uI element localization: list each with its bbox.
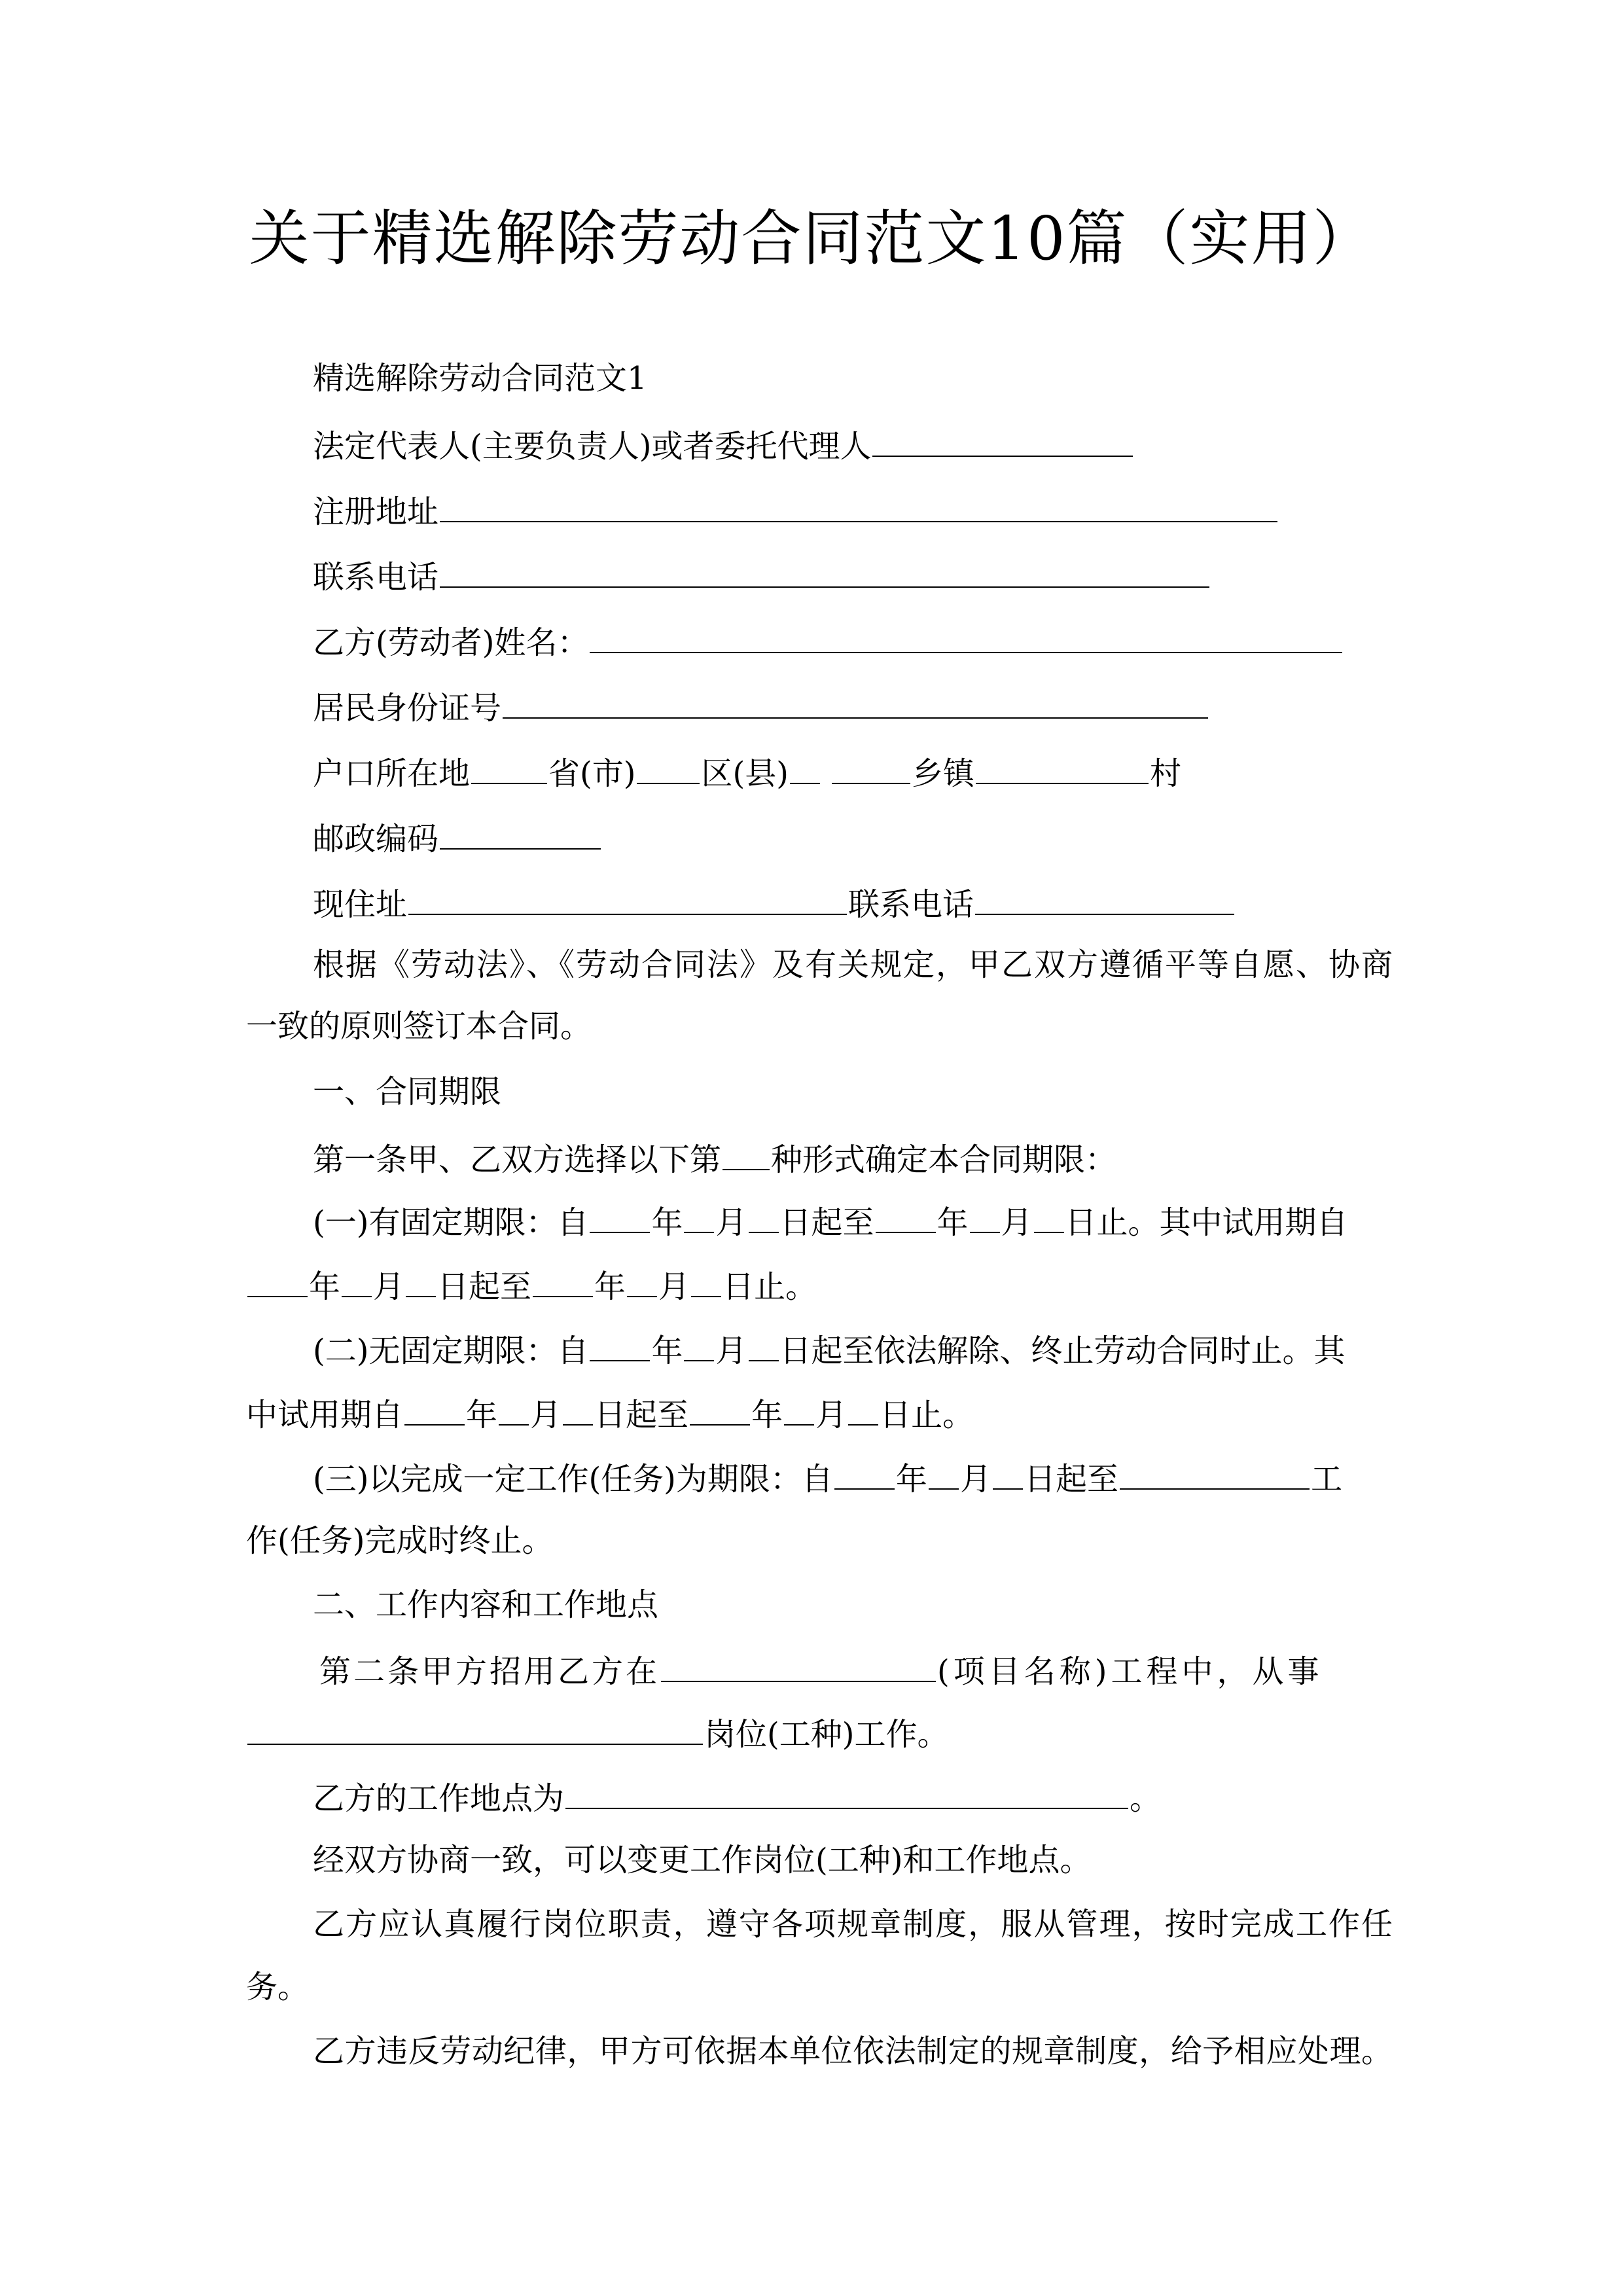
field-label: 村 bbox=[1149, 755, 1181, 792]
field-postcode bbox=[313, 816, 602, 860]
field-label: 联系电话 bbox=[848, 886, 974, 923]
open-term-line-1 bbox=[313, 1327, 1346, 1372]
section-1-title: 一、合同期限 bbox=[313, 1073, 502, 1110]
article-2-line-2 bbox=[246, 1711, 948, 1755]
date-unit: 年 bbox=[751, 1397, 783, 1433]
fixed-term-line-2 bbox=[246, 1263, 817, 1308]
date-unit: 日止。 bbox=[722, 1268, 817, 1305]
date-unit: 月 bbox=[1001, 1204, 1033, 1241]
date-unit: 月 bbox=[530, 1397, 562, 1433]
date-unit: 年 bbox=[651, 1333, 683, 1369]
field-label: 乙方(劳动者)姓名： bbox=[313, 624, 589, 661]
blank-underline bbox=[471, 750, 547, 784]
blank-underline bbox=[690, 1391, 750, 1426]
article-text: 种形式确定本合同期限： bbox=[771, 1141, 1117, 1178]
blank-underline bbox=[637, 750, 700, 784]
blank-underline bbox=[590, 619, 1342, 653]
date-unit: 月 bbox=[658, 1268, 690, 1305]
paragraph-discipline: 乙方违反劳动纪律，甲方可依据本单位依法制定的规章制度，给予相应处理。 bbox=[313, 2033, 1393, 2070]
blank-underline bbox=[503, 685, 1208, 719]
paragraph-duty-line-1: 乙方应认真履行岗位职责，遵守各项规章制度，服从管理，按时完成工作任 bbox=[313, 1906, 1393, 1943]
article-2-line-1 bbox=[319, 1648, 1323, 1693]
field-address bbox=[313, 488, 1279, 533]
blank-underline bbox=[848, 1391, 878, 1426]
blank-underline bbox=[993, 1456, 1023, 1490]
field-legal-rep bbox=[313, 423, 1134, 467]
paragraph-duty-line-2: 务。 bbox=[246, 1969, 310, 2005]
term-text: 工 bbox=[1310, 1461, 1342, 1498]
date-unit: 日起至 bbox=[779, 1204, 874, 1241]
date-unit: 日起至 bbox=[594, 1397, 689, 1433]
article-text: (项目名称)工程中，从事 bbox=[937, 1653, 1323, 1690]
workplace-label: 。 bbox=[1130, 1780, 1162, 1817]
blank-underline bbox=[832, 750, 910, 784]
blank-underline bbox=[440, 554, 1209, 588]
date-unit: 年 bbox=[309, 1268, 341, 1305]
blank-underline bbox=[749, 1327, 779, 1361]
article-text: 第一条甲、乙双方选择以下第 bbox=[313, 1141, 722, 1178]
field-label: 乡镇 bbox=[911, 755, 974, 792]
term-label: (三)以完成一定工作(任务)为期限：自 bbox=[313, 1461, 833, 1498]
blank-underline bbox=[790, 750, 820, 784]
date-unit: 年 bbox=[936, 1204, 969, 1241]
blank-underline bbox=[406, 1263, 436, 1297]
workplace-line bbox=[313, 1775, 1161, 1820]
blank-underline bbox=[975, 881, 1234, 915]
task-term-line-1 bbox=[313, 1456, 1342, 1500]
date-unit: 日起至 bbox=[1024, 1461, 1118, 1498]
blank-underline bbox=[722, 1136, 770, 1170]
date-unit: 日起至 bbox=[437, 1268, 532, 1305]
blank-underline bbox=[440, 816, 601, 850]
field-label: 省(市) bbox=[548, 755, 636, 792]
term-label: (二)无固定期限：自 bbox=[313, 1333, 589, 1369]
blank-underline bbox=[440, 488, 1277, 522]
field-id-number bbox=[313, 685, 1209, 729]
field-label: 注册地址 bbox=[313, 493, 439, 530]
date-unit: 日止。 bbox=[880, 1397, 974, 1433]
term-label: (一)有固定期限：自 bbox=[313, 1204, 589, 1241]
date-unit: 年 bbox=[594, 1268, 626, 1305]
section-heading: 精选解除劳动合同范文1 bbox=[313, 360, 647, 397]
blank-underline bbox=[627, 1263, 657, 1297]
open-term-line-2 bbox=[246, 1391, 974, 1436]
date-unit: 月 bbox=[715, 1333, 747, 1369]
field-label: 邮政编码 bbox=[313, 821, 439, 857]
document-title: 关于精选解除劳动合同范文10篇（实用） bbox=[249, 204, 1374, 274]
date-unit: 年 bbox=[466, 1397, 498, 1433]
date-unit: 月 bbox=[959, 1461, 991, 1498]
section-2-title: 二、工作内容和工作地点 bbox=[313, 1587, 659, 1623]
blank-underline bbox=[590, 1199, 650, 1233]
article-1 bbox=[313, 1136, 1116, 1181]
blank-underline bbox=[590, 1327, 650, 1361]
blank-underline bbox=[976, 750, 1149, 784]
article-text: 岗位(工种)工作。 bbox=[704, 1716, 949, 1753]
preamble-line-2: 一致的原则签订本合同。 bbox=[246, 1008, 592, 1045]
date-unit: 月 bbox=[373, 1268, 405, 1305]
date-unit: 月 bbox=[715, 1204, 747, 1241]
term-text: 日起至依法解除、终止劳动合同时止。其 bbox=[779, 1333, 1346, 1369]
blank-underline bbox=[872, 423, 1133, 457]
fixed-term-line-1 bbox=[313, 1199, 1348, 1244]
blank-underline bbox=[876, 1199, 936, 1233]
blank-underline bbox=[784, 1391, 814, 1426]
field-label: 现住址 bbox=[313, 886, 408, 923]
blank-underline bbox=[684, 1327, 714, 1361]
date-unit: 年 bbox=[651, 1204, 683, 1241]
blank-underline bbox=[1120, 1456, 1310, 1490]
blank-underline bbox=[404, 1391, 465, 1426]
blank-underline bbox=[970, 1199, 1000, 1233]
field-label: 户口所在地 bbox=[313, 755, 471, 792]
blank-underline bbox=[247, 1263, 308, 1297]
date-unit: 月 bbox=[815, 1397, 847, 1433]
blank-underline bbox=[499, 1391, 529, 1426]
blank-underline bbox=[247, 1711, 703, 1745]
preamble-line-1: 根据《劳动法》、《劳动合同法》及有关规定，甲乙双方遵循平等自愿、协商 bbox=[313, 946, 1393, 983]
field-party-b-name bbox=[313, 619, 1344, 664]
blank-underline bbox=[563, 1391, 593, 1426]
term-text: 中试用期自 bbox=[246, 1397, 404, 1433]
blank-underline bbox=[533, 1263, 593, 1297]
field-current-address bbox=[313, 881, 1236, 925]
field-label: 法定代表人(主要负责人)或者委托代理人 bbox=[313, 428, 872, 465]
field-label: 区(县) bbox=[701, 755, 789, 792]
field-phone bbox=[313, 554, 1211, 598]
workplace-label: 乙方的工作地点为 bbox=[313, 1780, 565, 1817]
blank-underline bbox=[342, 1263, 372, 1297]
blank-underline bbox=[691, 1263, 721, 1297]
blank-underline bbox=[661, 1648, 936, 1682]
field-label: 居民身份证号 bbox=[313, 690, 502, 726]
date-unit: 年 bbox=[895, 1461, 927, 1498]
paragraph-change: 经双方协商一致，可以变更工作岗位(工种)和工作地点。 bbox=[313, 1842, 1092, 1878]
blank-underline bbox=[1034, 1199, 1064, 1233]
blank-underline bbox=[684, 1199, 714, 1233]
field-hukou bbox=[313, 750, 1181, 795]
blank-underline bbox=[749, 1199, 779, 1233]
blank-underline bbox=[408, 881, 847, 915]
blank-underline bbox=[565, 1775, 1128, 1809]
blank-underline bbox=[929, 1456, 959, 1490]
article-text: 第二条甲方招用乙方在 bbox=[319, 1653, 660, 1690]
date-unit: 日止。其中试用期自 bbox=[1065, 1204, 1348, 1241]
field-label: 联系电话 bbox=[313, 559, 439, 596]
blank-underline bbox=[834, 1456, 895, 1490]
task-term-line-2: 作(任务)完成时终止。 bbox=[246, 1522, 554, 1559]
